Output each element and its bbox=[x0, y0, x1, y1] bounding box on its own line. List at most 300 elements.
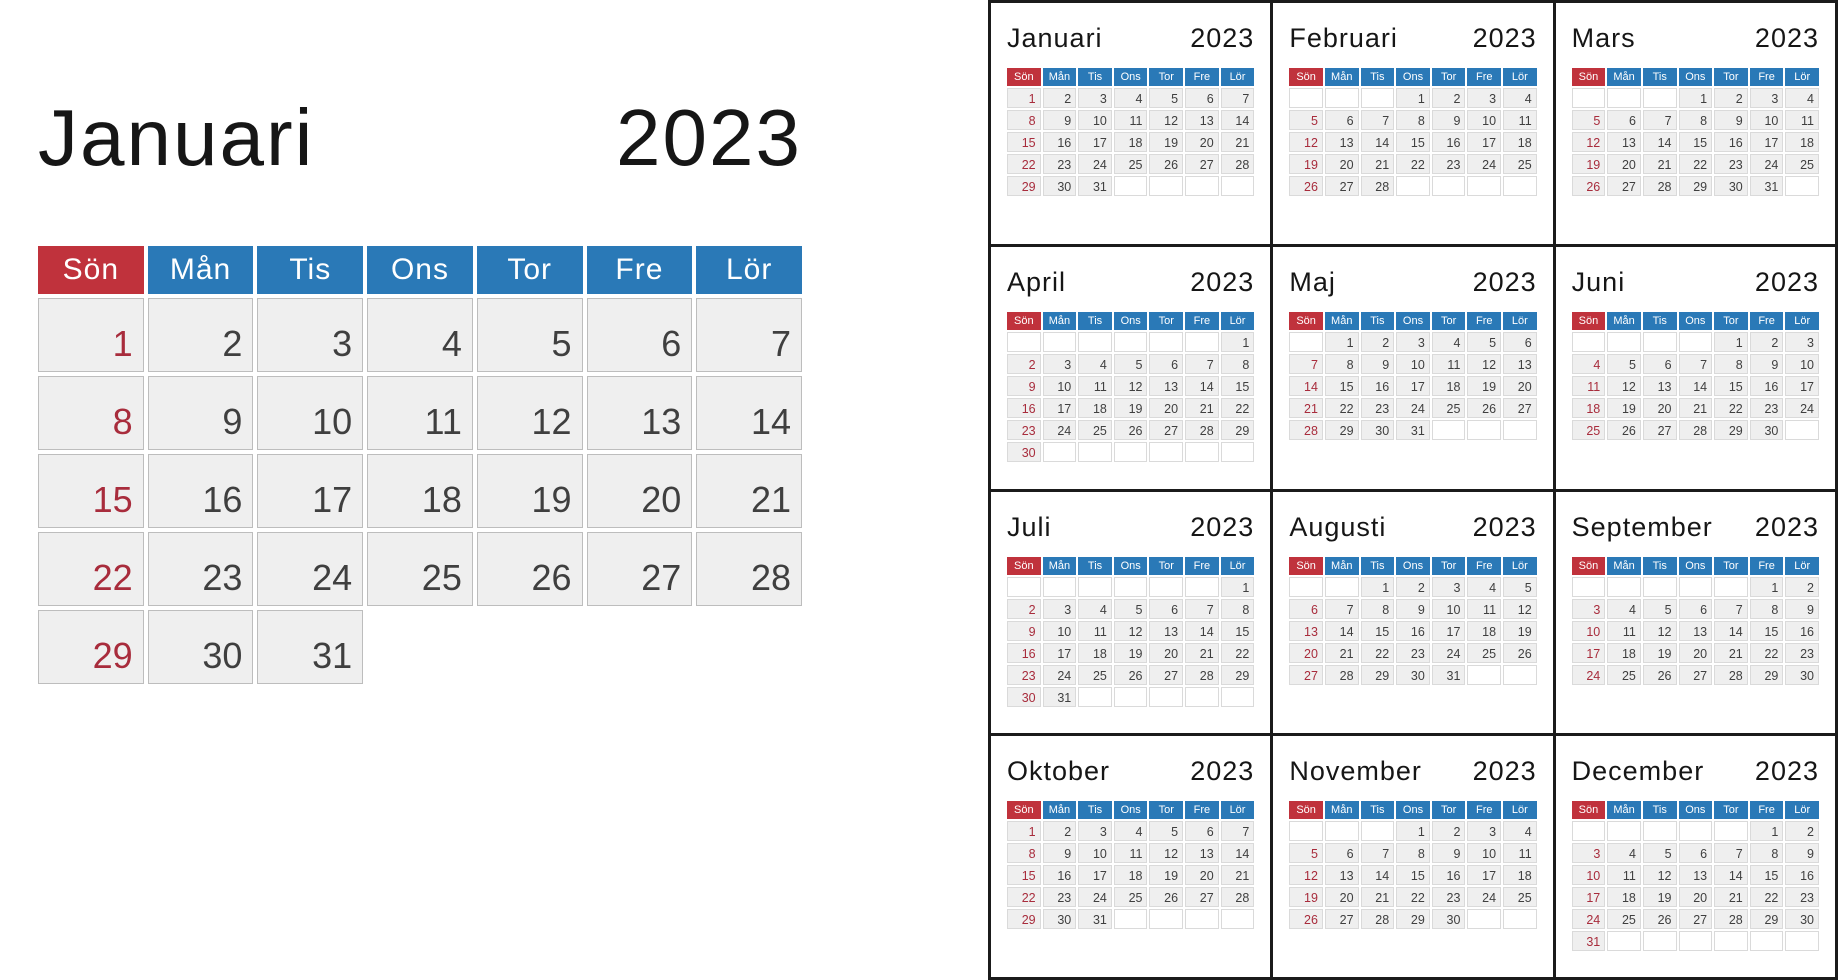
mini-month-head bbox=[1572, 267, 1819, 298]
empty-cell bbox=[1114, 687, 1148, 707]
empty-cell bbox=[1361, 88, 1395, 108]
day-cell: 25 bbox=[1114, 887, 1148, 907]
day-cell: 17 bbox=[1467, 132, 1501, 152]
mini-month-head bbox=[1007, 23, 1254, 54]
mini-month-head bbox=[1289, 267, 1536, 298]
day-cell: 9 bbox=[1007, 621, 1041, 641]
day-cell: 28 bbox=[1361, 909, 1395, 929]
day-cell: 12 bbox=[1572, 132, 1606, 152]
day-cell: 24 bbox=[1467, 887, 1501, 907]
mini-month-grid bbox=[1289, 801, 1536, 929]
empty-cell bbox=[1643, 88, 1677, 108]
weekday-header-ons: Ons bbox=[1114, 312, 1148, 330]
day-cell: 3 bbox=[1467, 88, 1501, 108]
day-cell: 2 bbox=[1785, 821, 1819, 841]
empty-cell bbox=[1185, 442, 1219, 462]
mini-month-year: 2023 bbox=[1472, 23, 1537, 53]
day-cell: 4 bbox=[1114, 821, 1148, 841]
empty-cell bbox=[1503, 909, 1537, 929]
weekday-header-ons: Ons bbox=[367, 246, 473, 294]
day-cell: 1 bbox=[1361, 577, 1395, 597]
empty-cell bbox=[1572, 577, 1606, 597]
weekday-header-sn: Sön bbox=[1007, 557, 1041, 575]
day-cell: 30 bbox=[1043, 176, 1077, 196]
empty-cell bbox=[1289, 88, 1323, 108]
day-cell: 21 bbox=[696, 454, 802, 528]
day-cell: 20 bbox=[1325, 887, 1359, 907]
day-cell: 28 bbox=[1679, 420, 1713, 440]
day-cell: 4 bbox=[1467, 577, 1501, 597]
day-cell: 15 bbox=[1007, 132, 1041, 152]
empty-cell bbox=[1114, 577, 1148, 597]
day-cell: 4 bbox=[1078, 599, 1112, 619]
day-cell: 14 bbox=[1289, 376, 1323, 396]
weekday-header-fre: Fre bbox=[1185, 801, 1219, 819]
day-cell: 15 bbox=[1361, 621, 1395, 641]
empty-cell bbox=[1078, 577, 1112, 597]
day-cell: 13 bbox=[1185, 110, 1219, 130]
day-cell: 21 bbox=[1185, 643, 1219, 663]
weekday-header-mn: Mån bbox=[1043, 557, 1077, 575]
day-cell: 10 bbox=[1078, 843, 1112, 863]
day-cell: 26 bbox=[1114, 665, 1148, 685]
day-cell: 2 bbox=[1750, 332, 1784, 352]
day-cell: 28 bbox=[1643, 176, 1677, 196]
weekday-header-mn: Mån bbox=[1607, 68, 1641, 86]
day-cell: 14 bbox=[1361, 865, 1395, 885]
day-cell: 13 bbox=[1325, 865, 1359, 885]
empty-cell bbox=[1221, 687, 1255, 707]
weekday-header-ons: Ons bbox=[1396, 312, 1430, 330]
day-cell: 18 bbox=[1078, 398, 1112, 418]
day-cell: 9 bbox=[1432, 843, 1466, 863]
day-cell: 2 bbox=[1043, 821, 1077, 841]
weekday-header-ons: Ons bbox=[1114, 557, 1148, 575]
day-cell: 15 bbox=[1007, 865, 1041, 885]
weekday-header-fre: Fre bbox=[1467, 801, 1501, 819]
day-cell: 15 bbox=[1396, 132, 1430, 152]
day-cell: 7 bbox=[696, 298, 802, 372]
day-cell: 8 bbox=[1714, 354, 1748, 374]
day-cell: 19 bbox=[1114, 398, 1148, 418]
day-cell: 2 bbox=[1007, 354, 1041, 374]
day-cell: 23 bbox=[1432, 887, 1466, 907]
mini-month-title: November bbox=[1289, 755, 1422, 786]
day-cell: 14 bbox=[1714, 621, 1748, 641]
day-cell: 5 bbox=[1114, 599, 1148, 619]
weekday-header-tor: Tor bbox=[1714, 801, 1748, 819]
day-cell: 20 bbox=[1325, 154, 1359, 174]
featured-month-head bbox=[38, 93, 802, 182]
day-cell: 23 bbox=[1361, 398, 1395, 418]
weekday-header-tor: Tor bbox=[477, 246, 583, 294]
empty-cell bbox=[1643, 821, 1677, 841]
day-cell: 16 bbox=[1750, 376, 1784, 396]
mini-month-year: 2023 bbox=[1190, 267, 1255, 298]
day-cell: 8 bbox=[1750, 843, 1784, 863]
day-cell: 23 bbox=[1714, 154, 1748, 174]
weekday-header-tis: Tis bbox=[1078, 801, 1112, 819]
day-cell: 11 bbox=[1078, 376, 1112, 396]
weekday-header-ons: Ons bbox=[1679, 557, 1713, 575]
empty-cell bbox=[1679, 332, 1713, 352]
day-cell: 9 bbox=[1043, 843, 1077, 863]
day-cell: 22 bbox=[1221, 398, 1255, 418]
day-cell: 2 bbox=[1432, 821, 1466, 841]
day-cell: 3 bbox=[1750, 88, 1784, 108]
day-cell: 3 bbox=[1467, 821, 1501, 841]
day-cell: 4 bbox=[1607, 843, 1641, 863]
day-cell: 16 bbox=[1007, 643, 1041, 663]
day-cell: 5 bbox=[1643, 599, 1677, 619]
empty-cell bbox=[1714, 931, 1748, 951]
day-cell: 27 bbox=[1325, 909, 1359, 929]
day-cell: 10 bbox=[1043, 376, 1077, 396]
weekday-header-sn: Sön bbox=[1572, 557, 1606, 575]
day-cell: 30 bbox=[1714, 176, 1748, 196]
empty-cell bbox=[1325, 821, 1359, 841]
day-cell: 27 bbox=[587, 532, 693, 606]
day-cell: 2 bbox=[148, 298, 254, 372]
day-cell: 24 bbox=[1572, 909, 1606, 929]
empty-cell bbox=[1114, 442, 1148, 462]
weekday-header-sn: Sön bbox=[1007, 801, 1041, 819]
day-cell: 13 bbox=[1679, 621, 1713, 641]
day-cell: 6 bbox=[1325, 110, 1359, 130]
day-cell: 1 bbox=[1750, 577, 1784, 597]
day-cell: 22 bbox=[1361, 643, 1395, 663]
day-cell: 6 bbox=[1325, 843, 1359, 863]
day-cell: 10 bbox=[1785, 354, 1819, 374]
day-cell: 17 bbox=[1572, 887, 1606, 907]
day-cell: 14 bbox=[696, 376, 802, 450]
weekday-header-tor: Tor bbox=[1149, 801, 1183, 819]
day-cell: 7 bbox=[1361, 110, 1395, 130]
day-cell: 12 bbox=[1114, 621, 1148, 641]
weekday-header-fre: Fre bbox=[1467, 312, 1501, 330]
featured-month-title: Januari bbox=[38, 93, 315, 182]
day-cell: 5 bbox=[1572, 110, 1606, 130]
day-cell: 8 bbox=[1750, 599, 1784, 619]
day-cell: 25 bbox=[1078, 420, 1112, 440]
day-cell: 28 bbox=[1714, 909, 1748, 929]
weekday-header-lr: Lör bbox=[1503, 312, 1537, 330]
mini-month-juli bbox=[991, 492, 1270, 733]
day-cell: 27 bbox=[1679, 909, 1713, 929]
day-cell: 19 bbox=[1289, 154, 1323, 174]
day-cell: 13 bbox=[1607, 132, 1641, 152]
day-cell: 16 bbox=[148, 454, 254, 528]
day-cell: 20 bbox=[1503, 376, 1537, 396]
weekday-header-tor: Tor bbox=[1432, 312, 1466, 330]
weekday-header-mn: Mån bbox=[1325, 68, 1359, 86]
day-cell: 31 bbox=[1043, 687, 1077, 707]
day-cell: 8 bbox=[1007, 110, 1041, 130]
day-cell: 23 bbox=[1043, 887, 1077, 907]
weekday-header-mn: Mån bbox=[1043, 68, 1077, 86]
mini-month-title: December bbox=[1571, 755, 1705, 786]
year-overview-panel bbox=[988, 0, 1838, 980]
weekday-header-fre: Fre bbox=[1750, 68, 1784, 86]
day-cell: 11 bbox=[1607, 621, 1641, 641]
empty-cell bbox=[1714, 821, 1748, 841]
day-cell: 21 bbox=[1221, 865, 1255, 885]
day-cell: 16 bbox=[1396, 621, 1430, 641]
day-cell: 31 bbox=[1432, 665, 1466, 685]
empty-cell bbox=[1432, 420, 1466, 440]
day-cell: 1 bbox=[1325, 332, 1359, 352]
day-cell: 16 bbox=[1714, 132, 1748, 152]
day-cell: 27 bbox=[1149, 420, 1183, 440]
day-cell: 23 bbox=[1432, 154, 1466, 174]
empty-cell bbox=[1607, 931, 1641, 951]
weekday-header-mn: Mån bbox=[1325, 312, 1359, 330]
weekday-header-sn: Sön bbox=[1572, 68, 1606, 86]
weekday-header-tis: Tis bbox=[1078, 557, 1112, 575]
featured-month-grid bbox=[38, 246, 802, 684]
weekday-header-tis: Tis bbox=[1643, 801, 1677, 819]
day-cell: 15 bbox=[1750, 621, 1784, 641]
day-cell: 18 bbox=[1114, 132, 1148, 152]
day-cell: 28 bbox=[696, 532, 802, 606]
empty-cell bbox=[1325, 88, 1359, 108]
weekday-header-mn: Mån bbox=[1043, 312, 1077, 330]
weekday-header-tor: Tor bbox=[1149, 68, 1183, 86]
day-cell: 2 bbox=[1361, 332, 1395, 352]
day-cell: 20 bbox=[1185, 132, 1219, 152]
weekday-header-tis: Tis bbox=[1361, 68, 1395, 86]
day-cell: 27 bbox=[1643, 420, 1677, 440]
day-cell: 6 bbox=[1679, 843, 1713, 863]
mini-month-title: Oktober bbox=[1007, 755, 1111, 786]
day-cell: 25 bbox=[367, 532, 473, 606]
day-cell: 4 bbox=[1785, 88, 1819, 108]
empty-cell bbox=[1149, 577, 1183, 597]
empty-cell bbox=[1114, 332, 1148, 352]
day-cell: 10 bbox=[1750, 110, 1784, 130]
weekday-header-tis: Tis bbox=[1361, 801, 1395, 819]
day-cell: 4 bbox=[1503, 88, 1537, 108]
day-cell: 23 bbox=[1785, 643, 1819, 663]
day-cell: 10 bbox=[1467, 110, 1501, 130]
weekday-header-mn: Mån bbox=[148, 246, 254, 294]
day-cell: 24 bbox=[1043, 420, 1077, 440]
weekday-header-fre: Fre bbox=[1467, 557, 1501, 575]
day-cell: 11 bbox=[1467, 599, 1501, 619]
day-cell: 21 bbox=[1185, 398, 1219, 418]
empty-cell bbox=[1467, 420, 1501, 440]
mini-month-head bbox=[1289, 756, 1536, 787]
day-cell: 29 bbox=[1679, 176, 1713, 196]
day-cell: 1 bbox=[1007, 88, 1041, 108]
day-cell: 28 bbox=[1325, 665, 1359, 685]
mini-month-year: 2023 bbox=[1190, 755, 1255, 786]
day-cell: 27 bbox=[1185, 887, 1219, 907]
weekday-header-tis: Tis bbox=[1643, 312, 1677, 330]
day-cell: 31 bbox=[1750, 176, 1784, 196]
day-cell: 4 bbox=[1572, 354, 1606, 374]
empty-cell bbox=[1149, 909, 1183, 929]
day-cell: 19 bbox=[1467, 376, 1501, 396]
weekday-header-sn: Sön bbox=[1289, 312, 1323, 330]
mini-month-year: 2023 bbox=[1472, 755, 1537, 786]
day-cell: 14 bbox=[1221, 110, 1255, 130]
day-cell: 13 bbox=[1679, 865, 1713, 885]
day-cell: 28 bbox=[1221, 887, 1255, 907]
empty-cell bbox=[1396, 176, 1430, 196]
weekday-header-sn: Sön bbox=[38, 246, 144, 294]
weekday-header-fre: Fre bbox=[1185, 68, 1219, 86]
empty-cell bbox=[587, 610, 693, 684]
empty-cell bbox=[1467, 176, 1501, 196]
day-cell: 12 bbox=[1149, 110, 1183, 130]
day-cell: 10 bbox=[1572, 865, 1606, 885]
day-cell: 19 bbox=[1643, 887, 1677, 907]
day-cell: 26 bbox=[1114, 420, 1148, 440]
day-cell: 22 bbox=[1007, 887, 1041, 907]
day-cell: 15 bbox=[1714, 376, 1748, 396]
day-cell: 21 bbox=[1714, 643, 1748, 663]
day-cell: 19 bbox=[1572, 154, 1606, 174]
empty-cell bbox=[1432, 176, 1466, 196]
day-cell: 11 bbox=[1432, 354, 1466, 374]
day-cell: 6 bbox=[1149, 599, 1183, 619]
day-cell: 21 bbox=[1714, 887, 1748, 907]
day-cell: 18 bbox=[1607, 887, 1641, 907]
day-cell: 27 bbox=[1289, 665, 1323, 685]
day-cell: 13 bbox=[1289, 621, 1323, 641]
weekday-header-lr: Lör bbox=[1221, 801, 1255, 819]
day-cell: 31 bbox=[1396, 420, 1430, 440]
day-cell: 16 bbox=[1785, 865, 1819, 885]
mini-month-mars bbox=[1556, 3, 1835, 244]
mini-month-januari bbox=[991, 3, 1270, 244]
weekday-header-tis: Tis bbox=[257, 246, 363, 294]
empty-cell bbox=[1221, 909, 1255, 929]
day-cell: 30 bbox=[1785, 665, 1819, 685]
day-cell: 28 bbox=[1185, 420, 1219, 440]
day-cell: 6 bbox=[1679, 599, 1713, 619]
day-cell: 8 bbox=[1325, 354, 1359, 374]
day-cell: 21 bbox=[1679, 398, 1713, 418]
weekday-header-ons: Ons bbox=[1396, 68, 1430, 86]
day-cell: 19 bbox=[1149, 865, 1183, 885]
mini-month-head bbox=[1289, 23, 1536, 54]
day-cell: 9 bbox=[1432, 110, 1466, 130]
empty-cell bbox=[1572, 821, 1606, 841]
day-cell: 16 bbox=[1361, 376, 1395, 396]
day-cell: 8 bbox=[1007, 843, 1041, 863]
empty-cell bbox=[1572, 88, 1606, 108]
day-cell: 16 bbox=[1043, 865, 1077, 885]
day-cell: 10 bbox=[1432, 599, 1466, 619]
mini-month-grid bbox=[1007, 801, 1254, 929]
day-cell: 29 bbox=[1007, 176, 1041, 196]
day-cell: 2 bbox=[1396, 577, 1430, 597]
day-cell: 12 bbox=[1607, 376, 1641, 396]
weekday-header-lr: Lör bbox=[1785, 312, 1819, 330]
day-cell: 29 bbox=[1750, 909, 1784, 929]
empty-cell bbox=[1221, 442, 1255, 462]
day-cell: 30 bbox=[1432, 909, 1466, 929]
day-cell: 20 bbox=[1185, 865, 1219, 885]
empty-cell bbox=[1149, 687, 1183, 707]
day-cell: 26 bbox=[1503, 643, 1537, 663]
empty-cell bbox=[1467, 665, 1501, 685]
day-cell: 16 bbox=[1007, 398, 1041, 418]
day-cell: 28 bbox=[1221, 154, 1255, 174]
day-cell: 25 bbox=[1607, 665, 1641, 685]
day-cell: 12 bbox=[1149, 843, 1183, 863]
day-cell: 29 bbox=[1361, 665, 1395, 685]
day-cell: 4 bbox=[1432, 332, 1466, 352]
weekday-header-tor: Tor bbox=[1714, 312, 1748, 330]
day-cell: 13 bbox=[1185, 843, 1219, 863]
day-cell: 12 bbox=[1643, 621, 1677, 641]
day-cell: 23 bbox=[1007, 665, 1041, 685]
day-cell: 7 bbox=[1221, 88, 1255, 108]
day-cell: 22 bbox=[1750, 643, 1784, 663]
weekday-header-lr: Lör bbox=[1221, 68, 1255, 86]
day-cell: 26 bbox=[1149, 887, 1183, 907]
day-cell: 29 bbox=[1221, 420, 1255, 440]
weekday-header-lr: Lör bbox=[1221, 312, 1255, 330]
day-cell: 22 bbox=[1396, 887, 1430, 907]
day-cell: 25 bbox=[1572, 420, 1606, 440]
day-cell: 23 bbox=[1396, 643, 1430, 663]
day-cell: 1 bbox=[38, 298, 144, 372]
mini-month-head bbox=[1572, 512, 1819, 543]
weekday-header-ons: Ons bbox=[1114, 68, 1148, 86]
mini-month-year: 2023 bbox=[1190, 511, 1255, 542]
day-cell: 20 bbox=[1607, 154, 1641, 174]
empty-cell bbox=[1643, 332, 1677, 352]
day-cell: 8 bbox=[1361, 599, 1395, 619]
day-cell: 9 bbox=[1750, 354, 1784, 374]
weekday-header-ons: Ons bbox=[1679, 801, 1713, 819]
mini-month-grid bbox=[1289, 557, 1536, 685]
day-cell: 26 bbox=[477, 532, 583, 606]
day-cell: 10 bbox=[1078, 110, 1112, 130]
day-cell: 19 bbox=[1149, 132, 1183, 152]
weekday-header-ons: Ons bbox=[1679, 68, 1713, 86]
weekday-header-tor: Tor bbox=[1149, 312, 1183, 330]
day-cell: 1 bbox=[1396, 821, 1430, 841]
mini-month-head bbox=[1007, 512, 1254, 543]
mini-month-title: September bbox=[1571, 511, 1713, 542]
day-cell: 6 bbox=[1503, 332, 1537, 352]
day-cell: 18 bbox=[1607, 643, 1641, 663]
day-cell: 3 bbox=[1043, 599, 1077, 619]
empty-cell bbox=[1467, 909, 1501, 929]
day-cell: 13 bbox=[1325, 132, 1359, 152]
day-cell: 19 bbox=[1643, 643, 1677, 663]
day-cell: 30 bbox=[1007, 442, 1041, 462]
mini-month-grid bbox=[1572, 312, 1819, 440]
empty-cell bbox=[1325, 577, 1359, 597]
empty-cell bbox=[1785, 420, 1819, 440]
day-cell: 16 bbox=[1043, 132, 1077, 152]
day-cell: 9 bbox=[1043, 110, 1077, 130]
day-cell: 1 bbox=[1221, 332, 1255, 352]
day-cell: 20 bbox=[1289, 643, 1323, 663]
day-cell: 16 bbox=[1432, 132, 1466, 152]
weekday-header-tor: Tor bbox=[1432, 68, 1466, 86]
day-cell: 10 bbox=[1043, 621, 1077, 641]
day-cell: 12 bbox=[1114, 376, 1148, 396]
mini-month-year: 2023 bbox=[1754, 267, 1819, 298]
day-cell: 24 bbox=[1572, 665, 1606, 685]
